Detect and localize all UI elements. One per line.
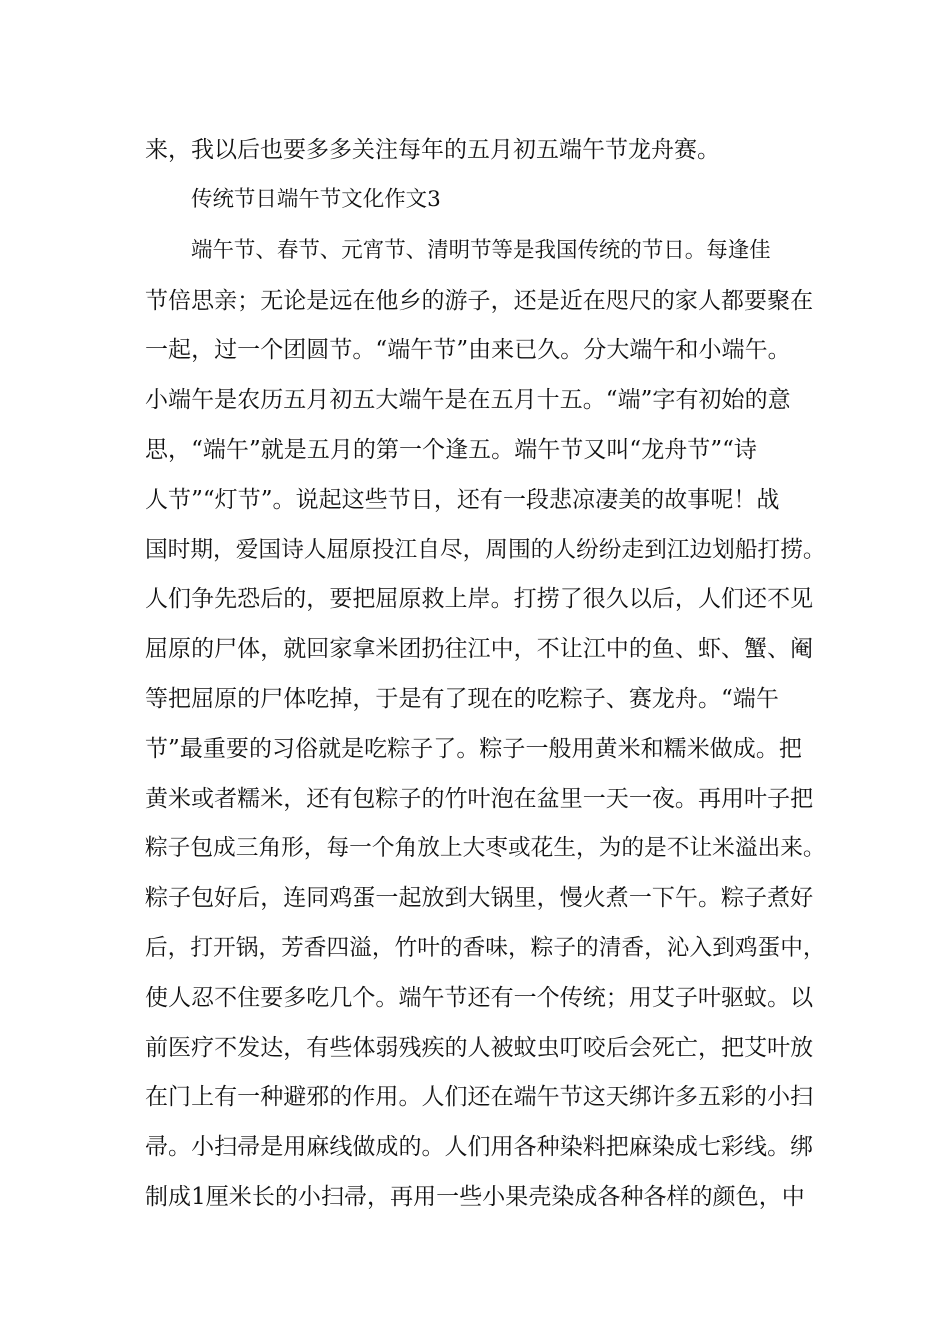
text-line-5: 一起，过一个团圆节。“端午节”由来已久。分大端午和小端午。 bbox=[145, 337, 791, 363]
text-line-16: 粽子包好后，连同鸡蛋一起放到大锅里，慢火煮一下午。粽子煮好 bbox=[145, 885, 814, 911]
text-line-10: 人们争先恐后的，要把屈原救上岸。打捞了很久以后，人们还不见 bbox=[145, 586, 814, 612]
section-title: 传统节日端午节文化作文3 bbox=[191, 187, 441, 212]
text-line-21: 帚。小扫帚是用麻线做成的。人们用各种染料把麻染成七彩线。绑 bbox=[145, 1134, 814, 1160]
text-line-7: 思，“端午”就是五月的第一个逢五。端午节又叫“龙舟节”“诗 bbox=[145, 437, 757, 463]
text-line-6: 小端午是农历五月初五大端午是在五月十五。“端”字有初始的意 bbox=[145, 387, 791, 413]
text-line-14: 黄米或者糯米，还有包粽子的竹叶泡在盆里一天一夜。再用叶子把 bbox=[145, 786, 814, 812]
text-line-8: 人节”“灯节”。说起这些节日，还有一段悲凉凄美的故事呢！战 bbox=[145, 487, 780, 513]
text-line-20: 在门上有一种避邪的作用。人们还在端午节这天绑许多五彩的小扫 bbox=[145, 1084, 814, 1110]
text-line-19: 前医疗不发达，有些体弱残疾的人被蚊虫叮咬后会死亡，把艾叶放 bbox=[145, 1035, 814, 1061]
text-line-17: 后，打开锅，芳香四溢，竹叶的香味，粽子的清香，沁入到鸡蛋中， bbox=[145, 935, 826, 961]
text-line-11: 屈原的尸体，就回家拿米团扔往江中，不让江中的鱼、虾、蟹、阉 bbox=[145, 636, 814, 662]
text-line-1: 来，我以后也要多多关注每年的五月初五端午节龙舟赛。 bbox=[145, 137, 720, 163]
text-line-3: 端午节、春节、元宵节、清明节等是我国传统的节日。每逢佳 bbox=[191, 238, 771, 263]
text-line-4: 节倍思亲；无论是远在他乡的游子，还是近在咫尺的家人都要聚在 bbox=[145, 288, 814, 314]
text-line-13: 节”最重要的习俗就是吃粽子了。粽子一般用黄米和糯米做成。把 bbox=[145, 736, 802, 762]
text-line-15: 粽子包成三角形，每一个角放上大枣或花生，为的是不让米溢出来。 bbox=[145, 835, 826, 861]
text-line-18: 使人忍不住要多吃几个。端午节还有一个传统；用艾子叶驱蚊。以 bbox=[145, 985, 814, 1011]
text-line-22: 制成1厘米长的小扫帚，再用一些小果壳染成各种各样的颜色，中 bbox=[145, 1184, 805, 1210]
text-line-12: 等把屈原的尸体吃掉，于是有了现在的吃粽子、赛龙舟。“端午 bbox=[145, 686, 779, 712]
text-line-9: 国时期，爱国诗人屈原投江自尽，周围的人纷纷走到江边划船打捞。 bbox=[145, 537, 826, 563]
